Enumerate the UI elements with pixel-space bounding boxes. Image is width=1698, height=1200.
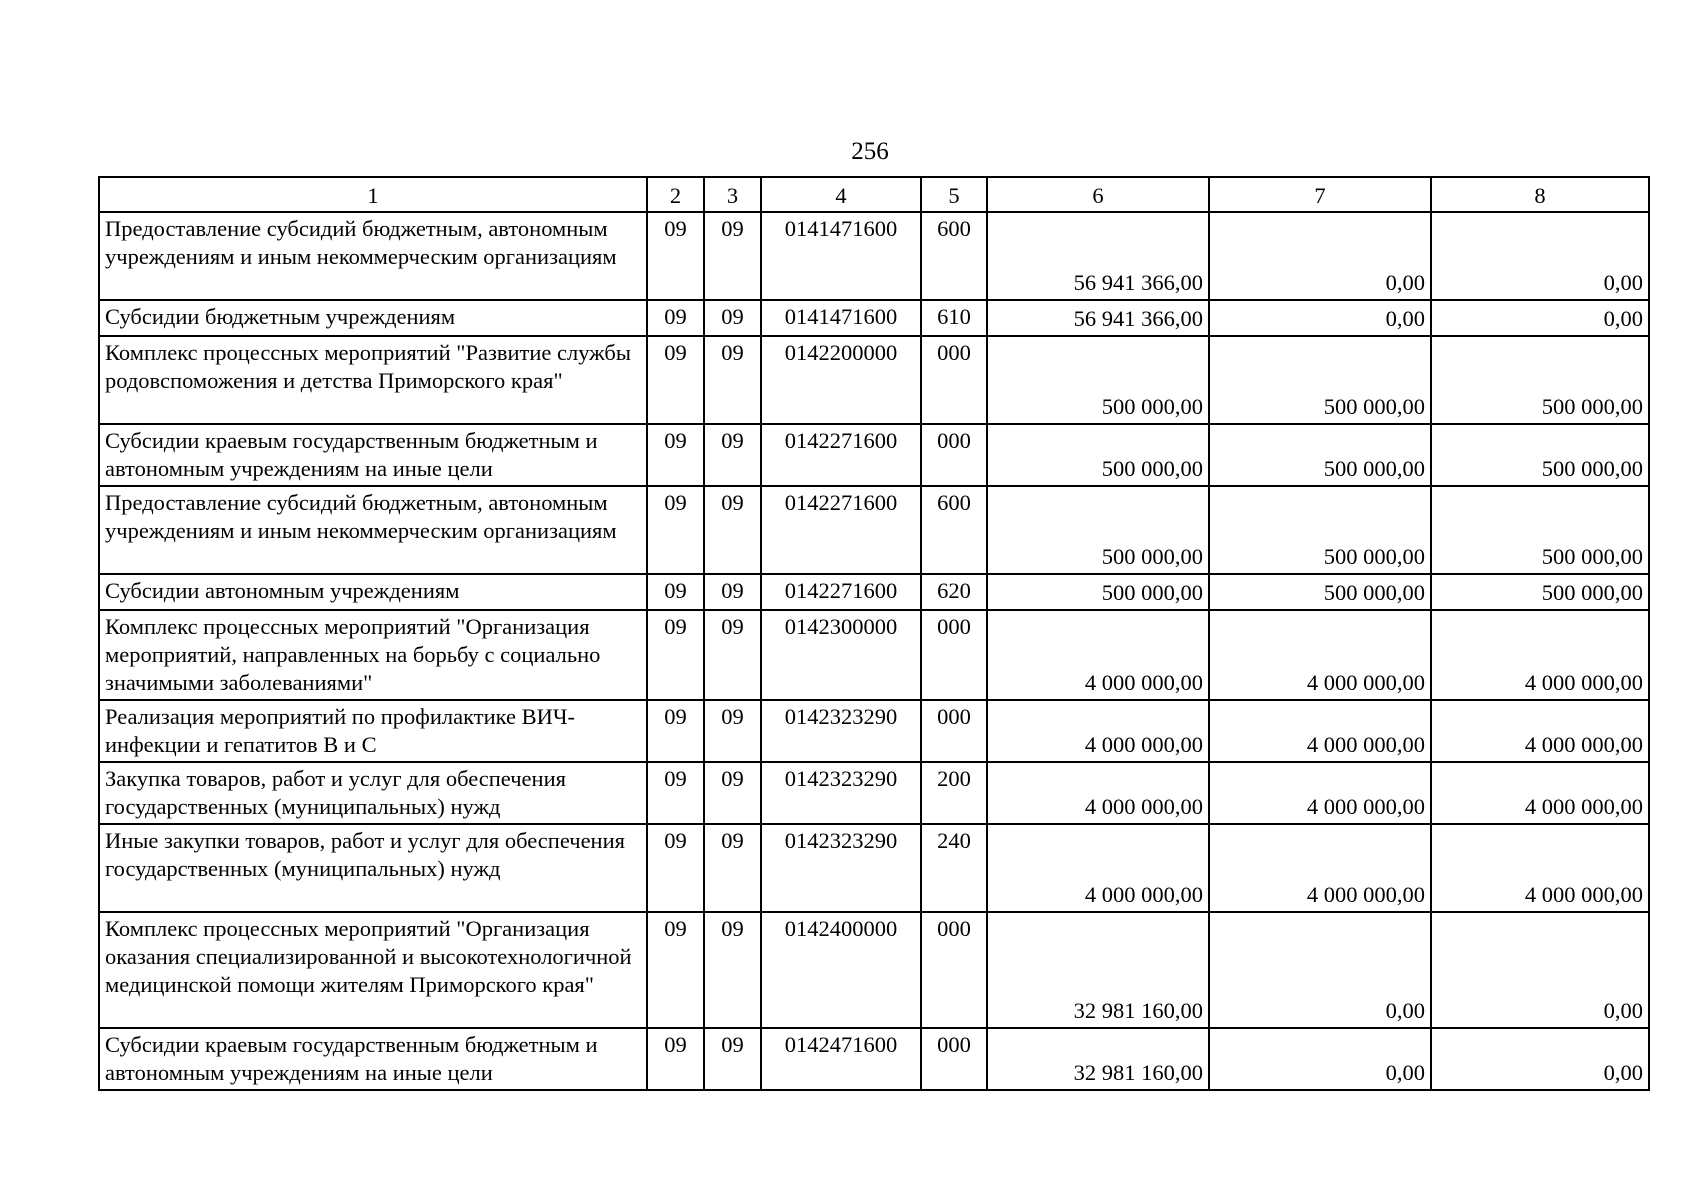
row-code-4: 0142323290 — [761, 824, 921, 912]
row-code-5: 000 — [921, 424, 987, 486]
row-code-2: 09 — [647, 912, 704, 1028]
budget-table — [98, 176, 1650, 1091]
table-row — [99, 574, 1649, 610]
row-amount-6: 56 941 366,00 — [987, 300, 1209, 336]
row-code-3: 09 — [704, 424, 761, 486]
row-code-2: 09 — [647, 762, 704, 824]
table-row — [99, 486, 1649, 574]
row-code-5: 610 — [921, 300, 987, 336]
row-amount-6: 500 000,00 — [987, 574, 1209, 610]
row-amount-8: 500 000,00 — [1431, 336, 1649, 424]
table-row — [99, 700, 1649, 762]
row-amount-7: 4 000 000,00 — [1209, 824, 1431, 912]
row-code-2: 09 — [647, 486, 704, 574]
row-code-4: 0142323290 — [761, 700, 921, 762]
row-code-4: 0142200000 — [761, 336, 921, 424]
row-code-2: 09 — [647, 424, 704, 486]
row-amount-6: 4 000 000,00 — [987, 762, 1209, 824]
row-code-3: 09 — [704, 574, 761, 610]
row-code-2: 09 — [647, 824, 704, 912]
row-code-3: 09 — [704, 762, 761, 824]
row-code-5: 200 — [921, 762, 987, 824]
row-code-2: 09 — [647, 610, 704, 700]
row-amount-7: 0,00 — [1209, 212, 1431, 300]
table-row — [99, 610, 1649, 700]
table-row — [99, 336, 1649, 424]
row-amount-8: 0,00 — [1431, 1028, 1649, 1090]
row-code-2: 09 — [647, 300, 704, 336]
row-code-4: 0141471600 — [761, 212, 921, 300]
column-header: 5 — [921, 177, 987, 212]
row-amount-7: 500 000,00 — [1209, 336, 1431, 424]
column-header: 7 — [1209, 177, 1431, 212]
column-header: 6 — [987, 177, 1209, 212]
row-amount-6: 500 000,00 — [987, 424, 1209, 486]
row-code-3: 09 — [704, 336, 761, 424]
table-header-row — [99, 177, 1649, 212]
row-code-4: 0142300000 — [761, 610, 921, 700]
row-code-3: 09 — [704, 912, 761, 1028]
row-amount-8: 500 000,00 — [1431, 574, 1649, 610]
row-code-3: 09 — [704, 700, 761, 762]
row-code-3: 09 — [704, 300, 761, 336]
row-name: Закупка товаров, работ и услуг для обеспечения государственных (муниципальных) нужд — [99, 762, 647, 824]
row-code-4: 0141471600 — [761, 300, 921, 336]
row-code-2: 09 — [647, 700, 704, 762]
row-amount-7: 500 000,00 — [1209, 486, 1431, 574]
table-row — [99, 424, 1649, 486]
table-row — [99, 212, 1649, 300]
row-code-5: 240 — [921, 824, 987, 912]
row-amount-6: 500 000,00 — [987, 486, 1209, 574]
row-code-3: 09 — [704, 610, 761, 700]
row-amount-7: 500 000,00 — [1209, 424, 1431, 486]
row-code-5: 600 — [921, 212, 987, 300]
row-amount-8: 0,00 — [1431, 912, 1649, 1028]
row-name: Комплекс процессных мероприятий "Организация оказания специализированной и высокотехнологичной медицинской помощи жителям Приморского края" — [99, 912, 647, 1028]
row-code-2: 09 — [647, 574, 704, 610]
column-header: 3 — [704, 177, 761, 212]
row-amount-8: 500 000,00 — [1431, 424, 1649, 486]
column-header: 2 — [647, 177, 704, 212]
row-code-3: 09 — [704, 1028, 761, 1090]
row-code-3: 09 — [704, 486, 761, 574]
page-number: 256 — [851, 138, 889, 165]
row-amount-6: 4 000 000,00 — [987, 700, 1209, 762]
row-amount-6: 32 981 160,00 — [987, 1028, 1209, 1090]
row-amount-6: 500 000,00 — [987, 336, 1209, 424]
row-amount-7: 4 000 000,00 — [1209, 610, 1431, 700]
row-code-5: 000 — [921, 1028, 987, 1090]
column-header: 4 — [761, 177, 921, 212]
column-header: 8 — [1431, 177, 1649, 212]
row-amount-8: 0,00 — [1431, 300, 1649, 336]
row-amount-7: 500 000,00 — [1209, 574, 1431, 610]
row-code-4: 0142271600 — [761, 424, 921, 486]
row-amount-6: 56 941 366,00 — [987, 212, 1209, 300]
row-amount-7: 0,00 — [1209, 1028, 1431, 1090]
row-code-5: 620 — [921, 574, 987, 610]
row-code-4: 0142323290 — [761, 762, 921, 824]
row-code-2: 09 — [647, 336, 704, 424]
table-row — [99, 912, 1649, 1028]
row-code-5: 000 — [921, 700, 987, 762]
row-name: Субсидии краевым государственным бюджетным и автономным учреждениям на иные цели — [99, 1028, 647, 1090]
row-name: Предоставление субсидий бюджетным, автономным учреждениям и иным некоммерческим организациям — [99, 212, 647, 300]
row-code-4: 0142271600 — [761, 486, 921, 574]
row-name: Предоставление субсидий бюджетным, автономным учреждениям и иным некоммерческим организациям — [99, 486, 647, 574]
row-amount-6: 32 981 160,00 — [987, 912, 1209, 1028]
table-row — [99, 824, 1649, 912]
row-name: Субсидии бюджетным учреждениям — [99, 300, 647, 336]
row-code-3: 09 — [704, 212, 761, 300]
row-code-5: 000 — [921, 912, 987, 1028]
row-code-5: 000 — [921, 336, 987, 424]
row-amount-6: 4 000 000,00 — [987, 610, 1209, 700]
table-row — [99, 762, 1649, 824]
row-amount-8: 4 000 000,00 — [1431, 700, 1649, 762]
row-code-2: 09 — [647, 212, 704, 300]
row-code-3: 09 — [704, 824, 761, 912]
row-name: Субсидии автономным учреждениям — [99, 574, 647, 610]
row-name: Иные закупки товаров, работ и услуг для обеспечения государственных (муниципальных) нужд — [99, 824, 647, 912]
row-code-2: 09 — [647, 1028, 704, 1090]
row-code-4: 0142471600 — [761, 1028, 921, 1090]
row-amount-8: 500 000,00 — [1431, 486, 1649, 574]
row-amount-7: 0,00 — [1209, 300, 1431, 336]
row-amount-6: 4 000 000,00 — [987, 824, 1209, 912]
row-amount-8: 4 000 000,00 — [1431, 824, 1649, 912]
row-name: Субсидии краевым государственным бюджетным и автономным учреждениям на иные цели — [99, 424, 647, 486]
row-name: Комплекс процессных мероприятий "Развитие службы родовспоможения и детства Приморского края" — [99, 336, 647, 424]
column-header: 1 — [99, 177, 647, 212]
table-row — [99, 1028, 1649, 1090]
row-amount-8: 4 000 000,00 — [1431, 762, 1649, 824]
row-amount-7: 4 000 000,00 — [1209, 762, 1431, 824]
row-name: Комплекс процессных мероприятий "Организация мероприятий, направленных на борьбу с социально значимыми заболеваниями" — [99, 610, 647, 700]
row-amount-7: 0,00 — [1209, 912, 1431, 1028]
row-code-5: 600 — [921, 486, 987, 574]
row-amount-8: 0,00 — [1431, 212, 1649, 300]
row-code-4: 0142400000 — [761, 912, 921, 1028]
table-row — [99, 300, 1649, 336]
row-name: Реализация мероприятий по профилактике ВИЧ-инфекции и гепатитов В и С — [99, 700, 647, 762]
row-code-5: 000 — [921, 610, 987, 700]
row-amount-7: 4 000 000,00 — [1209, 700, 1431, 762]
row-code-4: 0142271600 — [761, 574, 921, 610]
row-amount-8: 4 000 000,00 — [1431, 610, 1649, 700]
